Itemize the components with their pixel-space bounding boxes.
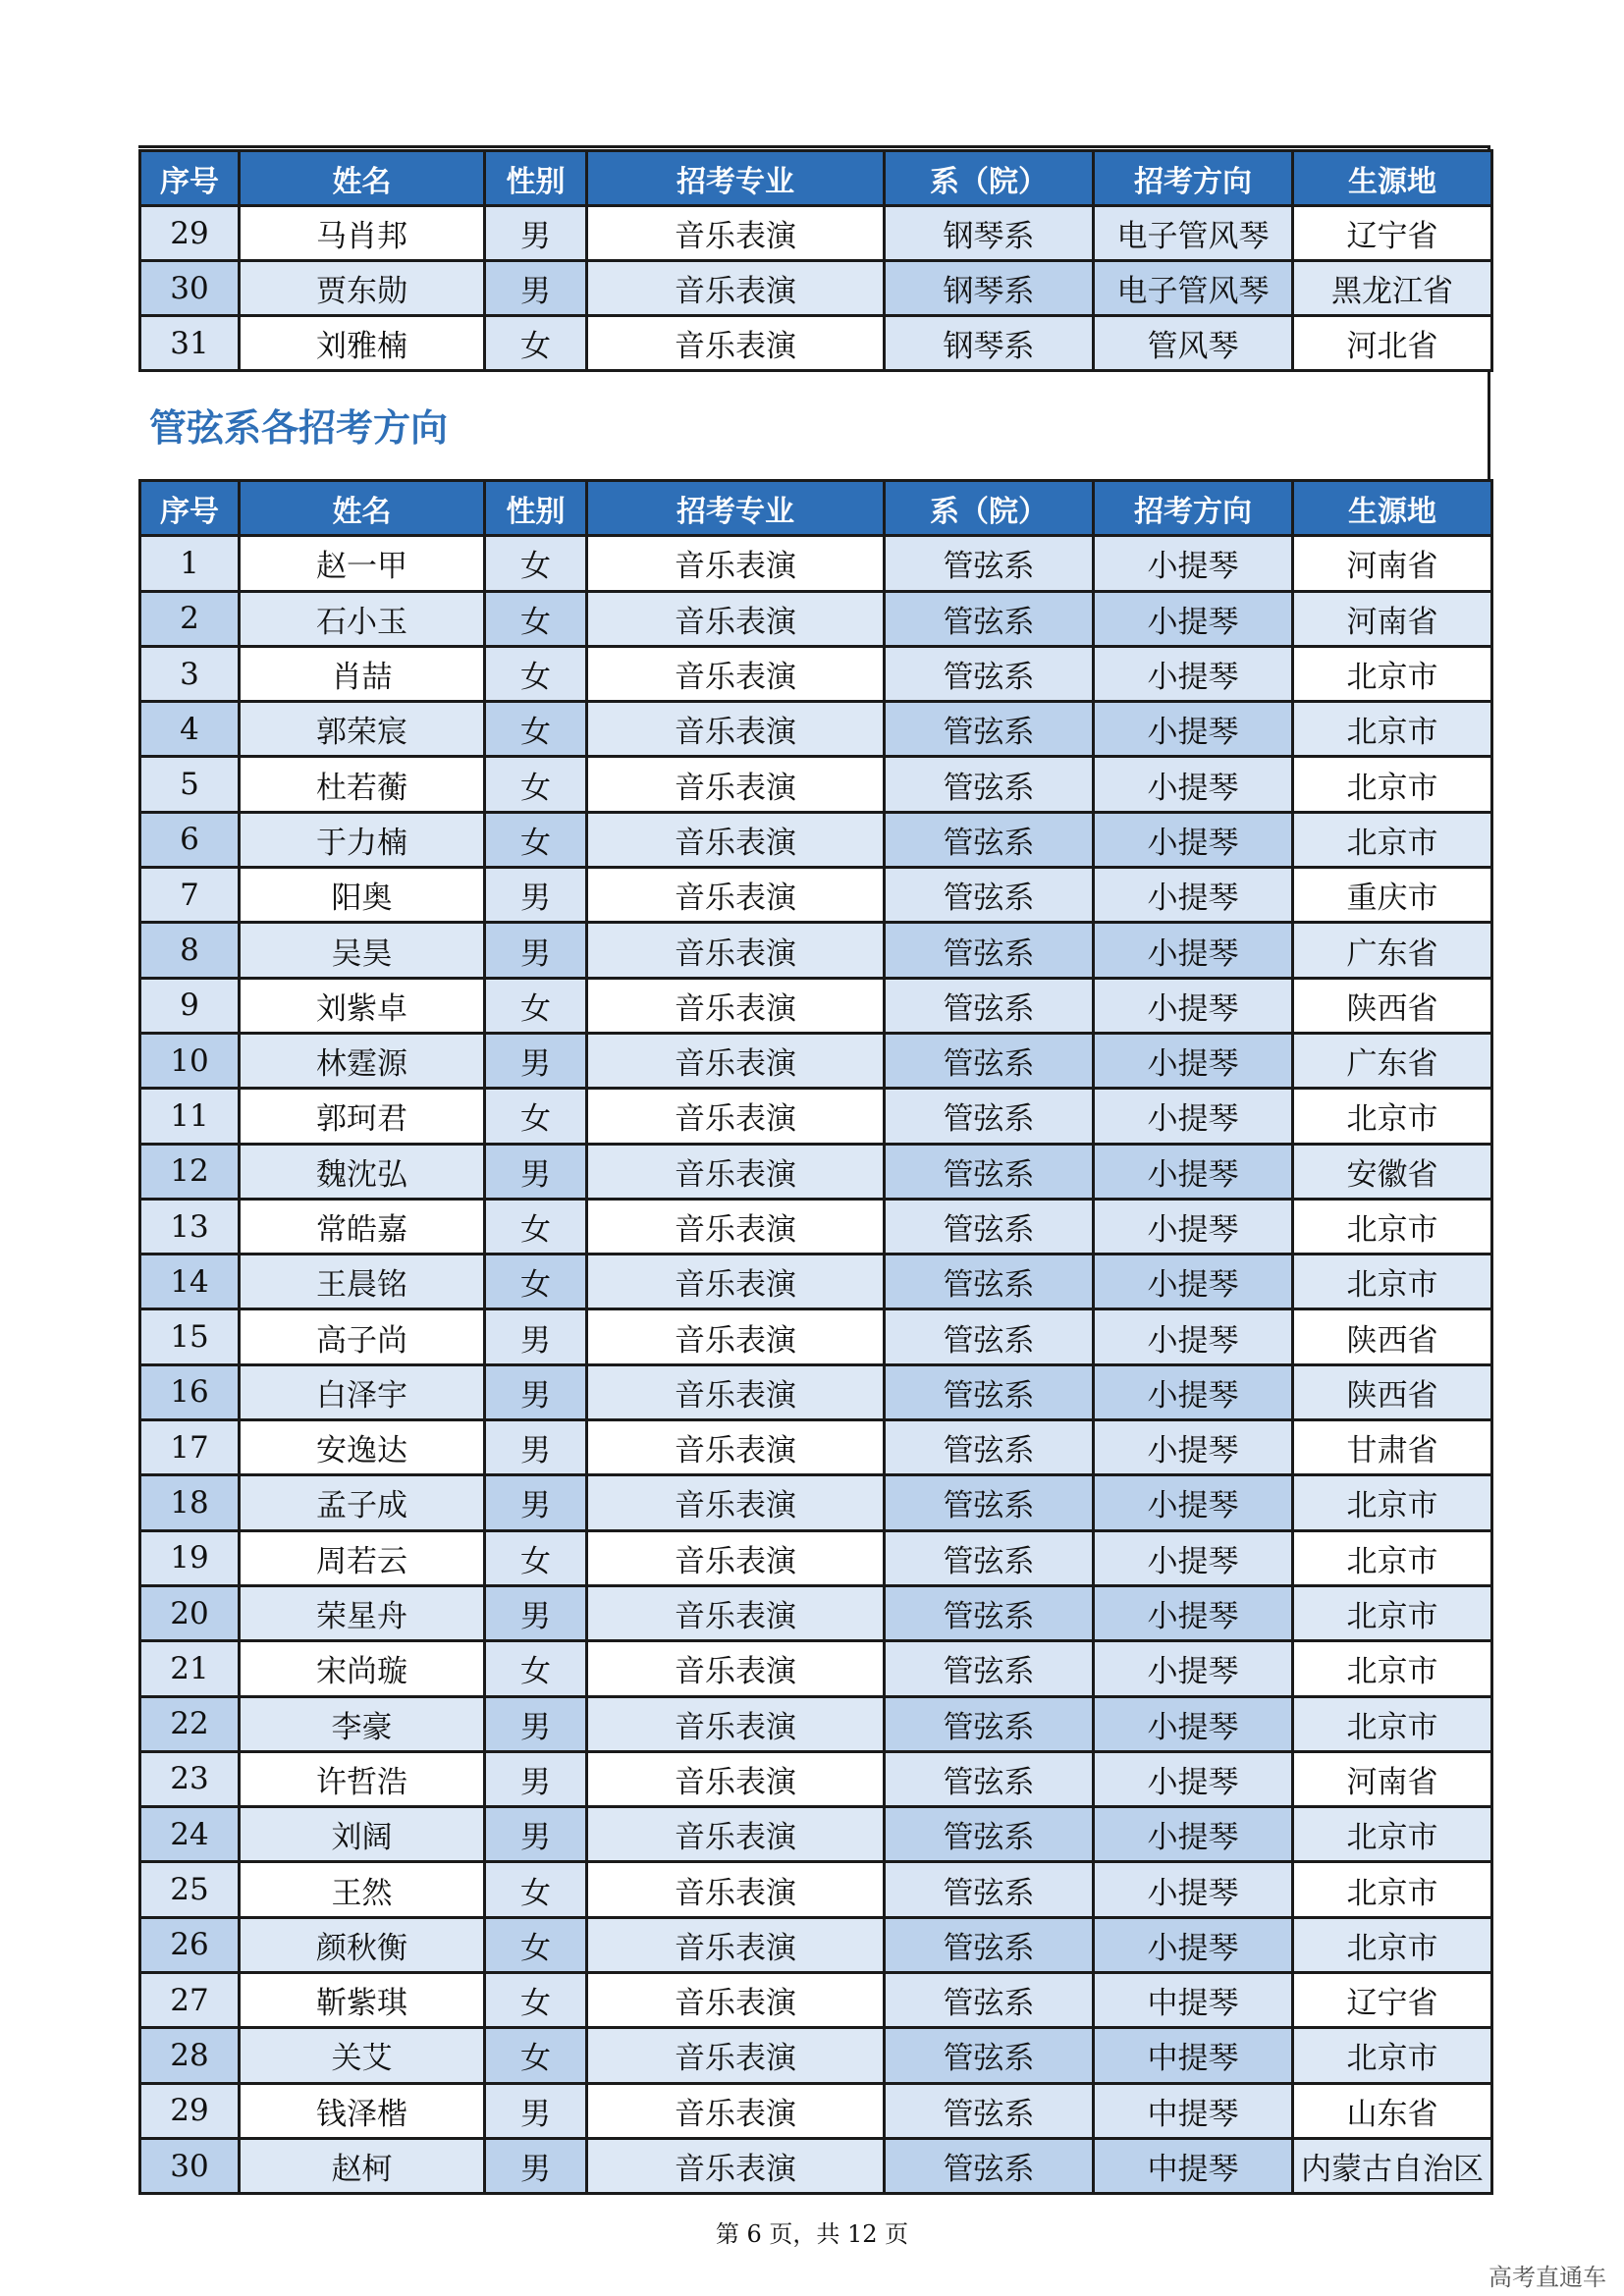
cell-major: 音乐表演 [587,316,885,371]
cell-origin: 辽宁省 [1293,1973,1492,2028]
table-row [140,1973,1492,2028]
cell-origin: 北京市 [1293,1199,1492,1254]
cell-name: 魏沈弘 [240,1144,485,1199]
cell-origin: 北京市 [1293,1862,1492,1917]
cell-department: 管弦系 [885,1033,1094,1088]
header-direction: 招考方向 [1094,151,1293,206]
cell-gender: 女 [485,1862,587,1917]
table-row [140,2138,1492,2193]
cell-name: 孟子成 [240,1475,485,1530]
table-row [140,1696,1492,1751]
cell-direction: 小提琴 [1094,1033,1293,1088]
cell-major: 音乐表演 [587,1585,885,1640]
header-index: 序号 [140,481,240,536]
cell-origin: 山东省 [1293,2083,1492,2138]
cell-index: 30 [140,2138,240,2193]
cell-major: 音乐表演 [587,206,885,261]
table-row [140,1530,1492,1585]
cell-index: 15 [140,1309,240,1364]
cell-major: 音乐表演 [587,261,885,316]
cell-direction: 小提琴 [1094,923,1293,978]
cell-gender: 女 [485,1089,587,1144]
cell-name: 颜秋衡 [240,1917,485,1972]
cell-origin: 陕西省 [1293,1309,1492,1364]
cell-major: 音乐表演 [587,591,885,646]
cell-department: 管弦系 [885,1917,1094,1972]
cell-department: 管弦系 [885,1475,1094,1530]
cell-major: 音乐表演 [587,1641,885,1696]
cell-index: 1 [140,536,240,591]
cell-direction: 小提琴 [1094,1917,1293,1972]
cell-direction: 小提琴 [1094,1199,1293,1254]
table-row [140,978,1492,1033]
cell-index: 8 [140,923,240,978]
cell-origin: 北京市 [1293,1530,1492,1585]
cell-index: 3 [140,646,240,701]
cell-department: 管弦系 [885,1807,1094,1862]
cell-major: 音乐表演 [587,1089,885,1144]
cell-origin: 重庆市 [1293,868,1492,923]
cell-name: 王晨铭 [240,1255,485,1309]
cell-index: 2 [140,591,240,646]
page-footer: 第 6 页，共 12 页 [715,2220,909,2248]
cell-department: 管弦系 [885,812,1094,867]
cell-department: 管弦系 [885,1199,1094,1254]
cell-gender: 女 [485,1255,587,1309]
cell-gender: 女 [485,536,587,591]
cell-major: 音乐表演 [587,812,885,867]
cell-index: 9 [140,978,240,1033]
cell-gender: 女 [485,316,587,371]
cell-direction: 小提琴 [1094,1089,1293,1144]
cell-gender: 女 [485,1530,587,1585]
header-gender: 性别 [485,481,587,536]
cell-name: 钱泽楷 [240,2083,485,2138]
cell-gender: 女 [485,1641,587,1696]
cell-origin: 北京市 [1293,1917,1492,1972]
cell-major: 音乐表演 [587,1807,885,1862]
cell-name: 许哲浩 [240,1751,485,1806]
cell-major: 音乐表演 [587,2083,885,2138]
cell-direction: 管风琴 [1094,316,1293,371]
table-row [140,2083,1492,2138]
cell-origin: 北京市 [1293,1089,1492,1144]
cell-name: 荣星舟 [240,1585,485,1640]
cell-direction: 中提琴 [1094,2028,1293,2083]
cell-major: 音乐表演 [587,1033,885,1088]
cell-gender: 女 [485,978,587,1033]
cell-department: 管弦系 [885,1255,1094,1309]
cell-index: 18 [140,1475,240,1530]
cell-department: 管弦系 [885,1696,1094,1751]
table-row [140,1089,1492,1144]
cell-index: 6 [140,812,240,867]
cell-index: 5 [140,757,240,812]
table-row [140,1199,1492,1254]
cell-direction: 小提琴 [1094,646,1293,701]
cell-gender: 男 [485,923,587,978]
admission-table-strings [138,479,1493,2195]
cell-department: 管弦系 [885,1641,1094,1696]
cell-major: 音乐表演 [587,923,885,978]
header-department: 系（院） [885,151,1094,206]
cell-department: 管弦系 [885,702,1094,757]
cell-major: 音乐表演 [587,1530,885,1585]
cell-name: 刘紫卓 [240,978,485,1033]
cell-direction: 小提琴 [1094,591,1293,646]
cell-direction: 小提琴 [1094,1144,1293,1199]
header-direction: 招考方向 [1094,481,1293,536]
table-row [140,206,1492,261]
cell-gender: 女 [485,2028,587,2083]
cell-department: 管弦系 [885,1973,1094,2028]
cell-gender: 女 [485,702,587,757]
cell-name: 马肖邦 [240,206,485,261]
cell-name: 吴昊 [240,923,485,978]
cell-origin: 黑龙江省 [1293,261,1492,316]
cell-origin: 北京市 [1293,757,1492,812]
table-row [140,1641,1492,1696]
cell-direction: 小提琴 [1094,812,1293,867]
cell-department: 管弦系 [885,646,1094,701]
cell-department: 管弦系 [885,2028,1094,2083]
cell-major: 音乐表演 [587,1917,885,1972]
cell-department: 管弦系 [885,1309,1094,1364]
cell-index: 28 [140,2028,240,2083]
cell-gender: 男 [485,261,587,316]
cell-major: 音乐表演 [587,757,885,812]
table-row [140,1144,1492,1199]
cell-index: 29 [140,206,240,261]
cell-name: 靳紫琪 [240,1973,485,2028]
cell-major: 音乐表演 [587,868,885,923]
cell-major: 音乐表演 [587,1973,885,2028]
cell-origin: 北京市 [1293,1696,1492,1751]
cell-origin: 北京市 [1293,1475,1492,1530]
cell-department: 管弦系 [885,536,1094,591]
cell-name: 高子尚 [240,1309,485,1364]
cell-index: 22 [140,1696,240,1751]
cell-index: 31 [140,316,240,371]
table-row [140,923,1492,978]
cell-direction: 小提琴 [1094,1862,1293,1917]
cell-origin: 陕西省 [1293,1364,1492,1419]
cell-gender: 男 [485,206,587,261]
cell-gender: 男 [485,1309,587,1364]
table-row [140,1255,1492,1309]
table-row [140,1033,1492,1088]
cell-direction: 小提琴 [1094,1696,1293,1751]
cell-direction: 小提琴 [1094,1641,1293,1696]
cell-gender: 男 [485,868,587,923]
cell-origin: 北京市 [1293,1585,1492,1640]
cell-origin: 北京市 [1293,646,1492,701]
cell-direction: 中提琴 [1094,2083,1293,2138]
cell-gender: 男 [485,1144,587,1199]
cell-major: 音乐表演 [587,1751,885,1806]
cell-direction: 小提琴 [1094,1420,1293,1475]
cell-gender: 女 [485,1973,587,2028]
cell-department: 管弦系 [885,1530,1094,1585]
cell-origin: 安徽省 [1293,1144,1492,1199]
header-origin: 生源地 [1293,481,1492,536]
cell-gender: 男 [485,2083,587,2138]
cell-gender: 男 [485,1696,587,1751]
cell-index: 14 [140,1255,240,1309]
cell-direction: 小提琴 [1094,1309,1293,1364]
table-row [140,536,1492,591]
cell-major: 音乐表演 [587,1199,885,1254]
cell-gender: 男 [485,1364,587,1419]
cell-name: 白泽宇 [240,1364,485,1419]
cell-gender: 女 [485,646,587,701]
cell-index: 11 [140,1089,240,1144]
cell-direction: 小提琴 [1094,757,1293,812]
cell-index: 24 [140,1807,240,1862]
cell-name: 宋尚璇 [240,1641,485,1696]
table-row [140,757,1492,812]
cell-department: 管弦系 [885,1751,1094,1806]
cell-origin: 河南省 [1293,1751,1492,1806]
table-body [140,536,1492,2194]
cell-origin: 广东省 [1293,923,1492,978]
cell-major: 音乐表演 [587,536,885,591]
cell-department: 钢琴系 [885,316,1094,371]
cell-index: 4 [140,702,240,757]
cell-name: 关艾 [240,2028,485,2083]
cell-name: 安逸达 [240,1420,485,1475]
cell-origin: 陕西省 [1293,978,1492,1033]
table-row [140,868,1492,923]
cell-direction: 中提琴 [1094,1973,1293,2028]
cell-direction: 小提琴 [1094,1751,1293,1806]
table-row [140,1309,1492,1364]
section-title: 管弦系各招考方向 [149,406,449,450]
table-row [140,2028,1492,2083]
cell-department: 管弦系 [885,1420,1094,1475]
cell-department: 管弦系 [885,1364,1094,1419]
table-row [140,812,1492,867]
table-header-row [140,151,1492,206]
header-department: 系（院） [885,481,1094,536]
cell-major: 音乐表演 [587,646,885,701]
cell-origin: 河北省 [1293,316,1492,371]
table-row [140,591,1492,646]
cell-name: 常皓嘉 [240,1199,485,1254]
cell-direction: 中提琴 [1094,2138,1293,2193]
header-name: 姓名 [240,481,485,536]
watermark: 高考直通车 [1489,2264,1606,2291]
cell-name: 石小玉 [240,591,485,646]
table-row [140,316,1492,371]
cell-department: 管弦系 [885,591,1094,646]
cell-major: 音乐表演 [587,2138,885,2193]
cell-name: 刘雅楠 [240,316,485,371]
cell-index: 26 [140,1917,240,1972]
cell-index: 21 [140,1641,240,1696]
cell-direction: 小提琴 [1094,536,1293,591]
cell-department: 钢琴系 [885,261,1094,316]
cell-origin: 内蒙古自治区 [1293,2138,1492,2193]
cell-major: 音乐表演 [587,2028,885,2083]
cell-direction: 小提琴 [1094,1255,1293,1309]
table-row [140,1862,1492,1917]
cell-index: 19 [140,1530,240,1585]
cell-name: 赵一甲 [240,536,485,591]
cell-index: 13 [140,1199,240,1254]
table-row [140,1364,1492,1419]
cell-gender: 男 [485,1475,587,1530]
cell-department: 管弦系 [885,757,1094,812]
table-row [140,1420,1492,1475]
cell-department: 管弦系 [885,1585,1094,1640]
cell-index: 7 [140,868,240,923]
cell-name: 赵柯 [240,2138,485,2193]
header-major: 招考专业 [587,151,885,206]
cell-name: 林霆源 [240,1033,485,1088]
cell-origin: 北京市 [1293,2028,1492,2083]
table-row [140,1917,1492,1972]
cell-name: 杜若蘅 [240,757,485,812]
cell-name: 刘阔 [240,1807,485,1862]
cell-origin: 北京市 [1293,1807,1492,1862]
header-origin: 生源地 [1293,151,1492,206]
cell-gender: 男 [485,2138,587,2193]
cell-major: 音乐表演 [587,1696,885,1751]
cell-origin: 广东省 [1293,1033,1492,1088]
header-index: 序号 [140,151,240,206]
header-major: 招考专业 [587,481,885,536]
cell-department: 管弦系 [885,1862,1094,1917]
cell-major: 音乐表演 [587,1475,885,1530]
cell-direction: 小提琴 [1094,1530,1293,1585]
cell-name: 肖喆 [240,646,485,701]
cell-direction: 小提琴 [1094,1475,1293,1530]
cell-name: 郭荣宸 [240,702,485,757]
cell-origin: 河南省 [1293,536,1492,591]
cell-name: 阳奥 [240,868,485,923]
table-row [140,1751,1492,1806]
cell-department: 管弦系 [885,2083,1094,2138]
cell-direction: 小提琴 [1094,978,1293,1033]
cell-index: 27 [140,1973,240,2028]
cell-department: 管弦系 [885,923,1094,978]
cell-origin: 河南省 [1293,591,1492,646]
cell-name: 李豪 [240,1696,485,1751]
cell-name: 于力楠 [240,812,485,867]
cell-name: 王然 [240,1862,485,1917]
cell-origin: 北京市 [1293,702,1492,757]
cell-origin: 北京市 [1293,1641,1492,1696]
cell-index: 23 [140,1751,240,1806]
cell-index: 25 [140,1862,240,1917]
cell-index: 12 [140,1144,240,1199]
table-row [140,646,1492,701]
cell-direction: 小提琴 [1094,1364,1293,1419]
cell-direction: 电子管风琴 [1094,261,1293,316]
header-gender: 性别 [485,151,587,206]
cell-major: 音乐表演 [587,1309,885,1364]
cell-department: 钢琴系 [885,206,1094,261]
table-row [140,261,1492,316]
cell-direction: 小提琴 [1094,1807,1293,1862]
cell-major: 音乐表演 [587,978,885,1033]
cell-major: 音乐表演 [587,1144,885,1199]
cell-origin: 甘肃省 [1293,1420,1492,1475]
table-body [140,206,1492,371]
cell-name: 周若云 [240,1530,485,1585]
cell-department: 管弦系 [885,1144,1094,1199]
cell-direction: 小提琴 [1094,702,1293,757]
cell-major: 音乐表演 [587,1862,885,1917]
admission-table-piano [138,149,1493,372]
table-header-row [140,481,1492,536]
cell-major: 音乐表演 [587,702,885,757]
cell-gender: 男 [485,1807,587,1862]
cell-gender: 女 [485,1199,587,1254]
cell-gender: 女 [485,812,587,867]
table-row [140,702,1492,757]
cell-gender: 男 [485,1420,587,1475]
cell-index: 17 [140,1420,240,1475]
cell-major: 音乐表演 [587,1255,885,1309]
cell-gender: 男 [485,1033,587,1088]
cell-origin: 辽宁省 [1293,206,1492,261]
cell-index: 10 [140,1033,240,1088]
cell-name: 郭珂君 [240,1089,485,1144]
cell-direction: 小提琴 [1094,868,1293,923]
cell-direction: 小提琴 [1094,1585,1293,1640]
cell-gender: 女 [485,1917,587,1972]
cell-major: 音乐表演 [587,1364,885,1419]
cell-origin: 北京市 [1293,812,1492,867]
cell-index: 29 [140,2083,240,2138]
cell-gender: 男 [485,1751,587,1806]
cell-gender: 女 [485,757,587,812]
cell-department: 管弦系 [885,978,1094,1033]
cell-index: 16 [140,1364,240,1419]
cell-department: 管弦系 [885,1089,1094,1144]
cell-department: 管弦系 [885,868,1094,923]
cell-gender: 女 [485,591,587,646]
cell-gender: 男 [485,1585,587,1640]
cell-name: 贾东勋 [240,261,485,316]
cell-major: 音乐表演 [587,1420,885,1475]
table-row [140,1807,1492,1862]
header-name: 姓名 [240,151,485,206]
cell-index: 30 [140,261,240,316]
table-row [140,1585,1492,1640]
table-row [140,1475,1492,1530]
cell-origin: 北京市 [1293,1255,1492,1309]
cell-index: 20 [140,1585,240,1640]
cell-direction: 电子管风琴 [1094,206,1293,261]
cell-department: 管弦系 [885,2138,1094,2193]
